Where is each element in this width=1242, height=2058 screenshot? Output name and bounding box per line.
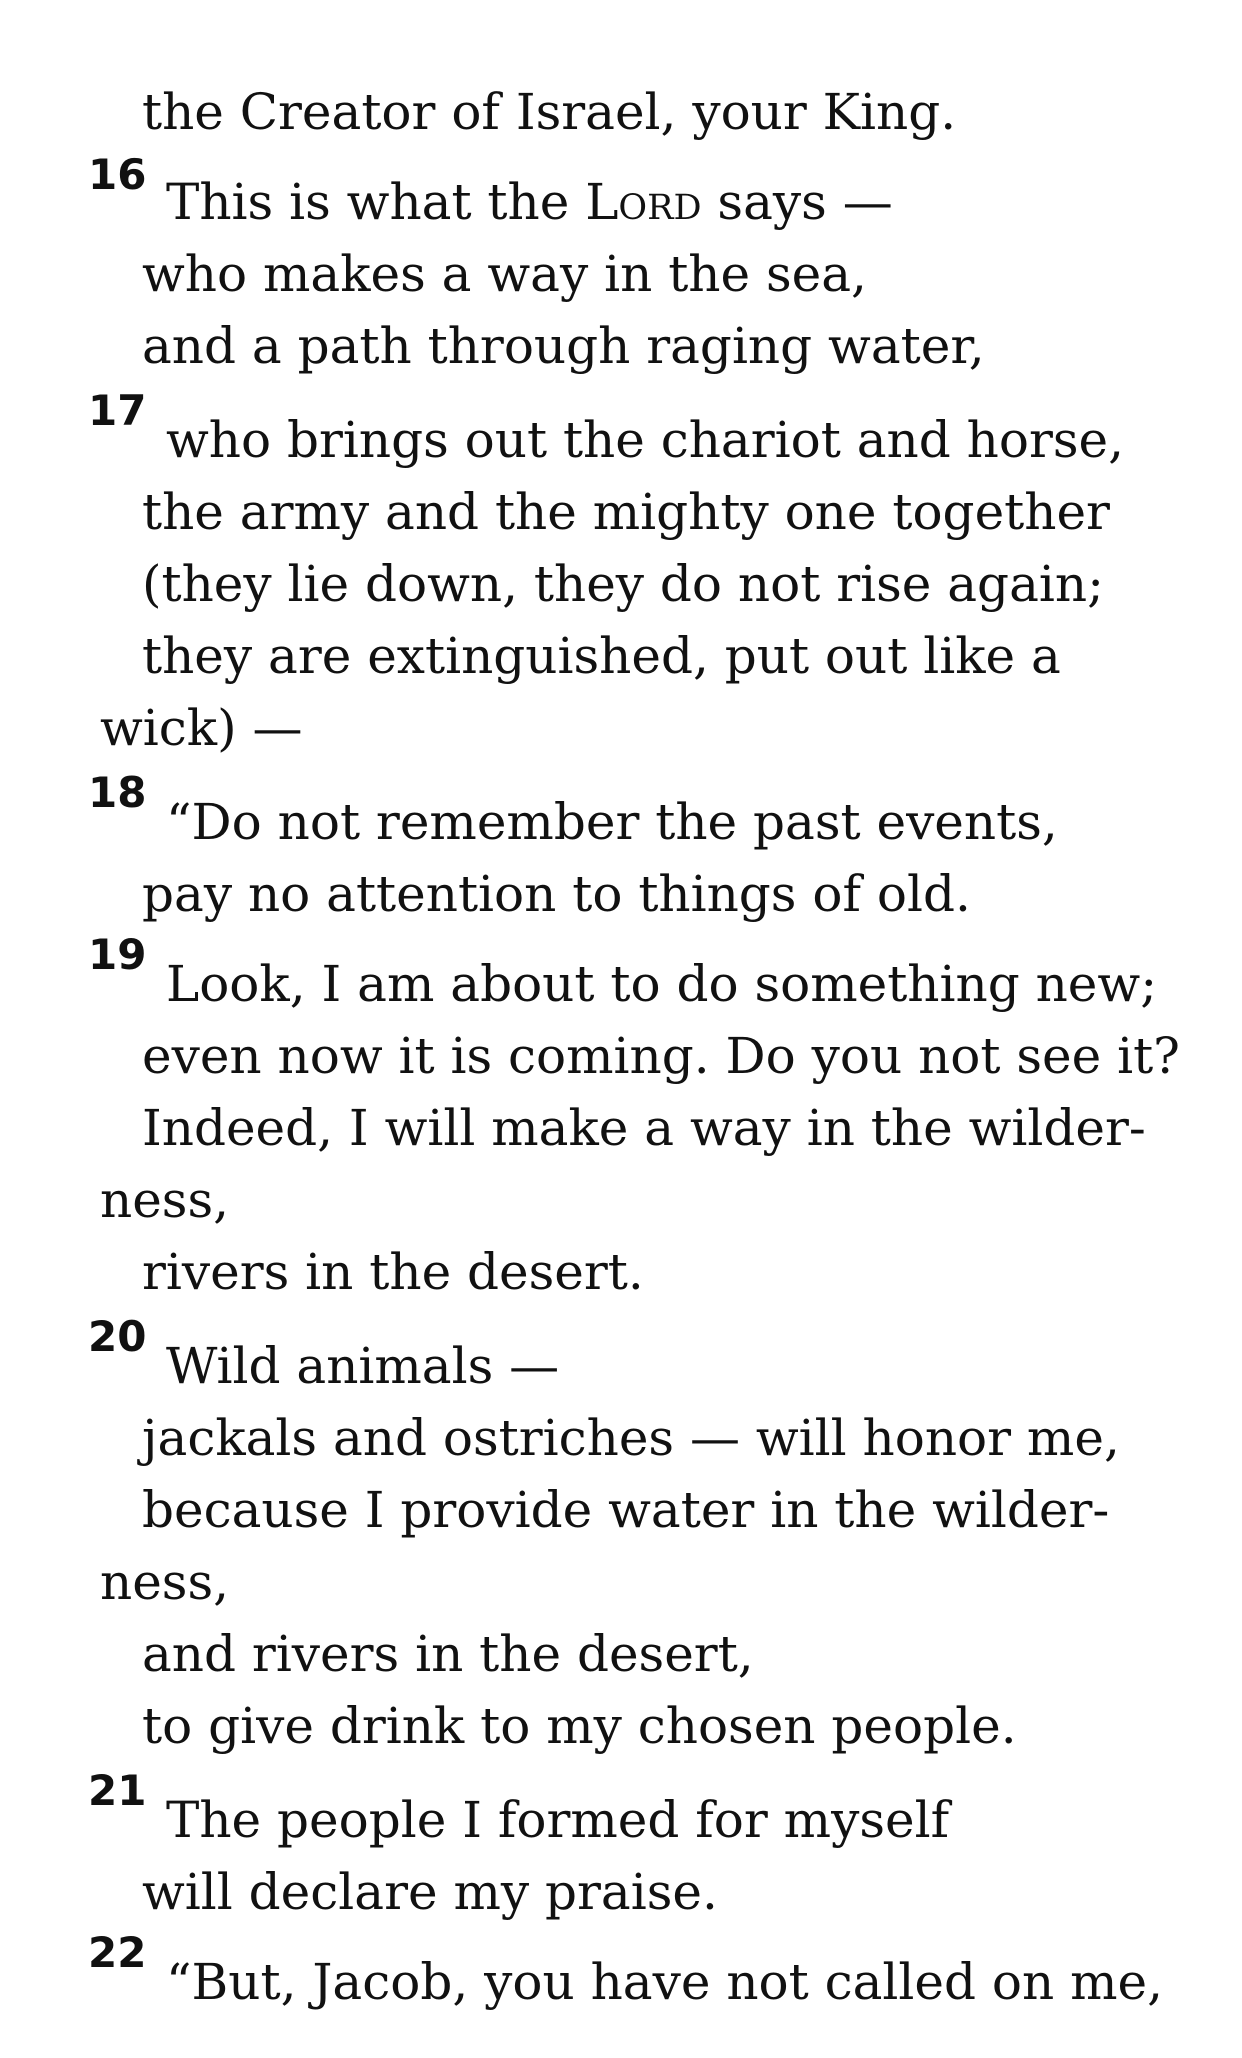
- verse-number-16: 16: [88, 150, 147, 199]
- verse-number-21: 21: [88, 1766, 147, 1815]
- line-verse-22: “But, Jacob, you have not called on me,: [166, 1953, 1163, 2011]
- verse-number-17: 17: [88, 386, 147, 435]
- line-jackals: jackals and ostriches — will honor me,: [142, 1409, 1120, 1467]
- line-verse-20: Wild animals —: [166, 1337, 560, 1395]
- line-even-now: even now it is coming. Do you not see it?: [142, 1027, 1180, 1085]
- line-provide-water: because I provide water in the wilder-: [142, 1481, 1110, 1539]
- verse-number-18: 18: [88, 768, 147, 817]
- line-verse-18: “Do not remember the past events,: [166, 793, 1058, 851]
- verse-number-22: 22: [88, 1928, 147, 1977]
- line-verse-19: Look, I am about to do something new;: [166, 955, 1158, 1013]
- line-verse-16: This is what the Lord says —: [166, 173, 893, 231]
- line-path-water: and a path through raging water,: [142, 317, 985, 375]
- line-and-rivers: and rivers in the desert,: [142, 1625, 754, 1683]
- divine-name-lord: Lord: [585, 173, 702, 231]
- line-verse-21: The people I formed for myself: [166, 1791, 950, 1849]
- line-declare-praise: will declare my praise.: [142, 1863, 718, 1921]
- line-ness-2: ness,: [100, 1553, 230, 1611]
- line-creator: the Creator of Israel, your King.: [142, 83, 957, 141]
- line-army: the army and the mighty one together: [142, 483, 1110, 541]
- line-rivers: rivers in the desert.: [142, 1243, 644, 1301]
- line-wick: wick) —: [100, 699, 303, 757]
- line-extinguished: they are extinguished, put out like a: [142, 627, 1061, 685]
- line-ness-1: ness,: [100, 1171, 230, 1229]
- line-give-drink: to give drink to my chosen people.: [142, 1697, 1017, 1755]
- line-verse-17: who brings out the chariot and horse,: [166, 411, 1124, 469]
- line-things-of-old: pay no attention to things of old.: [142, 865, 971, 923]
- verse-number-20: 20: [88, 1312, 147, 1361]
- line-way-in-sea: who makes a way in the sea,: [142, 245, 867, 303]
- line-indeed: Indeed, I will make a way in the wilder-: [142, 1099, 1146, 1157]
- verse-number-19: 19: [88, 930, 147, 979]
- line-lie-down: (they lie down, they do not rise again;: [142, 555, 1104, 613]
